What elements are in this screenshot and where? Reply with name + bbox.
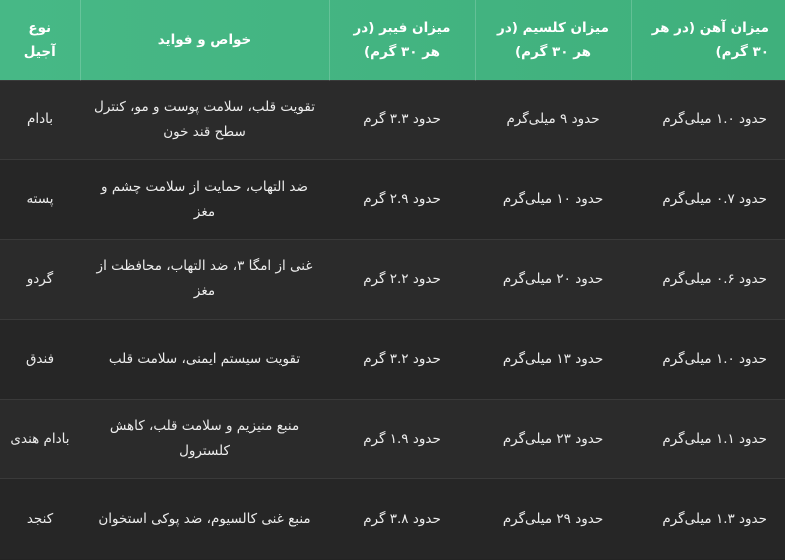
- header-benefits: خواص و فواید: [80, 0, 329, 80]
- cell-fiber: حدود ۳.۲ گرم: [363, 350, 441, 367]
- header-type: نوع آجیل: [23, 19, 56, 60]
- cell-iron: حدود ۱.۰ میلی‌گرم: [662, 350, 767, 367]
- cell-calcium: حدود ۹ میلی‌گرم: [506, 111, 600, 128]
- cell-type: کنجد: [26, 510, 54, 527]
- table-row: [0, 160, 785, 240]
- cell-calcium: حدود ۲۳ میلی‌گرم: [502, 430, 604, 447]
- table-body: [0, 80, 785, 559]
- cell-iron: حدود ۱.۱ میلی‌گرم: [662, 430, 767, 447]
- cell-fiber: حدود ۲.۹ گرم: [363, 191, 441, 208]
- header-row: [0, 0, 785, 80]
- cell-fiber: حدود ۱.۹ گرم: [363, 430, 441, 447]
- header-iron: میزان آهن (در هر ۳۰ گرم): [631, 0, 785, 80]
- header-fiber: میزان فیبر (در هر ۳۰ گرم): [329, 0, 475, 80]
- table-row: [0, 399, 785, 479]
- table-row: [0, 319, 785, 399]
- cell-benefits: غنی از امگا ۳، ضد التهاب، محافظت از مغز: [96, 258, 313, 300]
- cell-iron: حدود ۱.۳ میلی‌گرم: [662, 510, 767, 527]
- cell-calcium: حدود ۱۳ میلی‌گرم: [502, 350, 604, 367]
- table-header: [0, 0, 785, 80]
- cell-benefits: ضد التهاب، حمایت از سلامت چشم و مغز: [101, 178, 308, 220]
- table-row: [0, 240, 785, 320]
- cell-benefits: منبع منیزیم و سلامت قلب، کاهش کلسترول: [109, 418, 300, 460]
- cell-type: پسته: [26, 191, 54, 208]
- table-row: [0, 479, 785, 559]
- cell-benefits: منبع غنی کالسیوم، ضد پوکی استخوان: [98, 510, 311, 527]
- cell-type: گردو: [26, 270, 54, 287]
- cell-iron: حدود ۱.۰ میلی‌گرم: [662, 111, 767, 128]
- cell-type: فندق: [25, 350, 55, 367]
- cell-iron: حدود ۰.۶ میلی‌گرم: [662, 270, 767, 287]
- cell-calcium: حدود ۲۹ میلی‌گرم: [502, 510, 604, 527]
- cell-fiber: حدود ۲.۲ گرم: [363, 270, 441, 287]
- cell-fiber: حدود ۳.۸ گرم: [363, 510, 441, 527]
- cell-type: بادام هندی: [10, 430, 70, 447]
- cell-benefits: تقویت قلب، سلامت پوست و مو، کنترل سطح قند خون: [94, 98, 315, 140]
- cell-calcium: حدود ۲۰ میلی‌گرم: [502, 270, 604, 287]
- cell-iron: حدود ۰.۷ میلی‌گرم: [662, 191, 767, 208]
- cell-type: بادام: [27, 111, 53, 128]
- cell-benefits: تقویت سیستم ایمنی، سلامت قلب: [108, 350, 301, 367]
- cell-fiber: حدود ۳.۳ گرم: [363, 111, 441, 128]
- table-row: [0, 80, 785, 160]
- cell-calcium: حدود ۱۰ میلی‌گرم: [502, 191, 604, 208]
- header-calcium: میزان کلسیم (در هر ۳۰ گرم): [475, 0, 631, 80]
